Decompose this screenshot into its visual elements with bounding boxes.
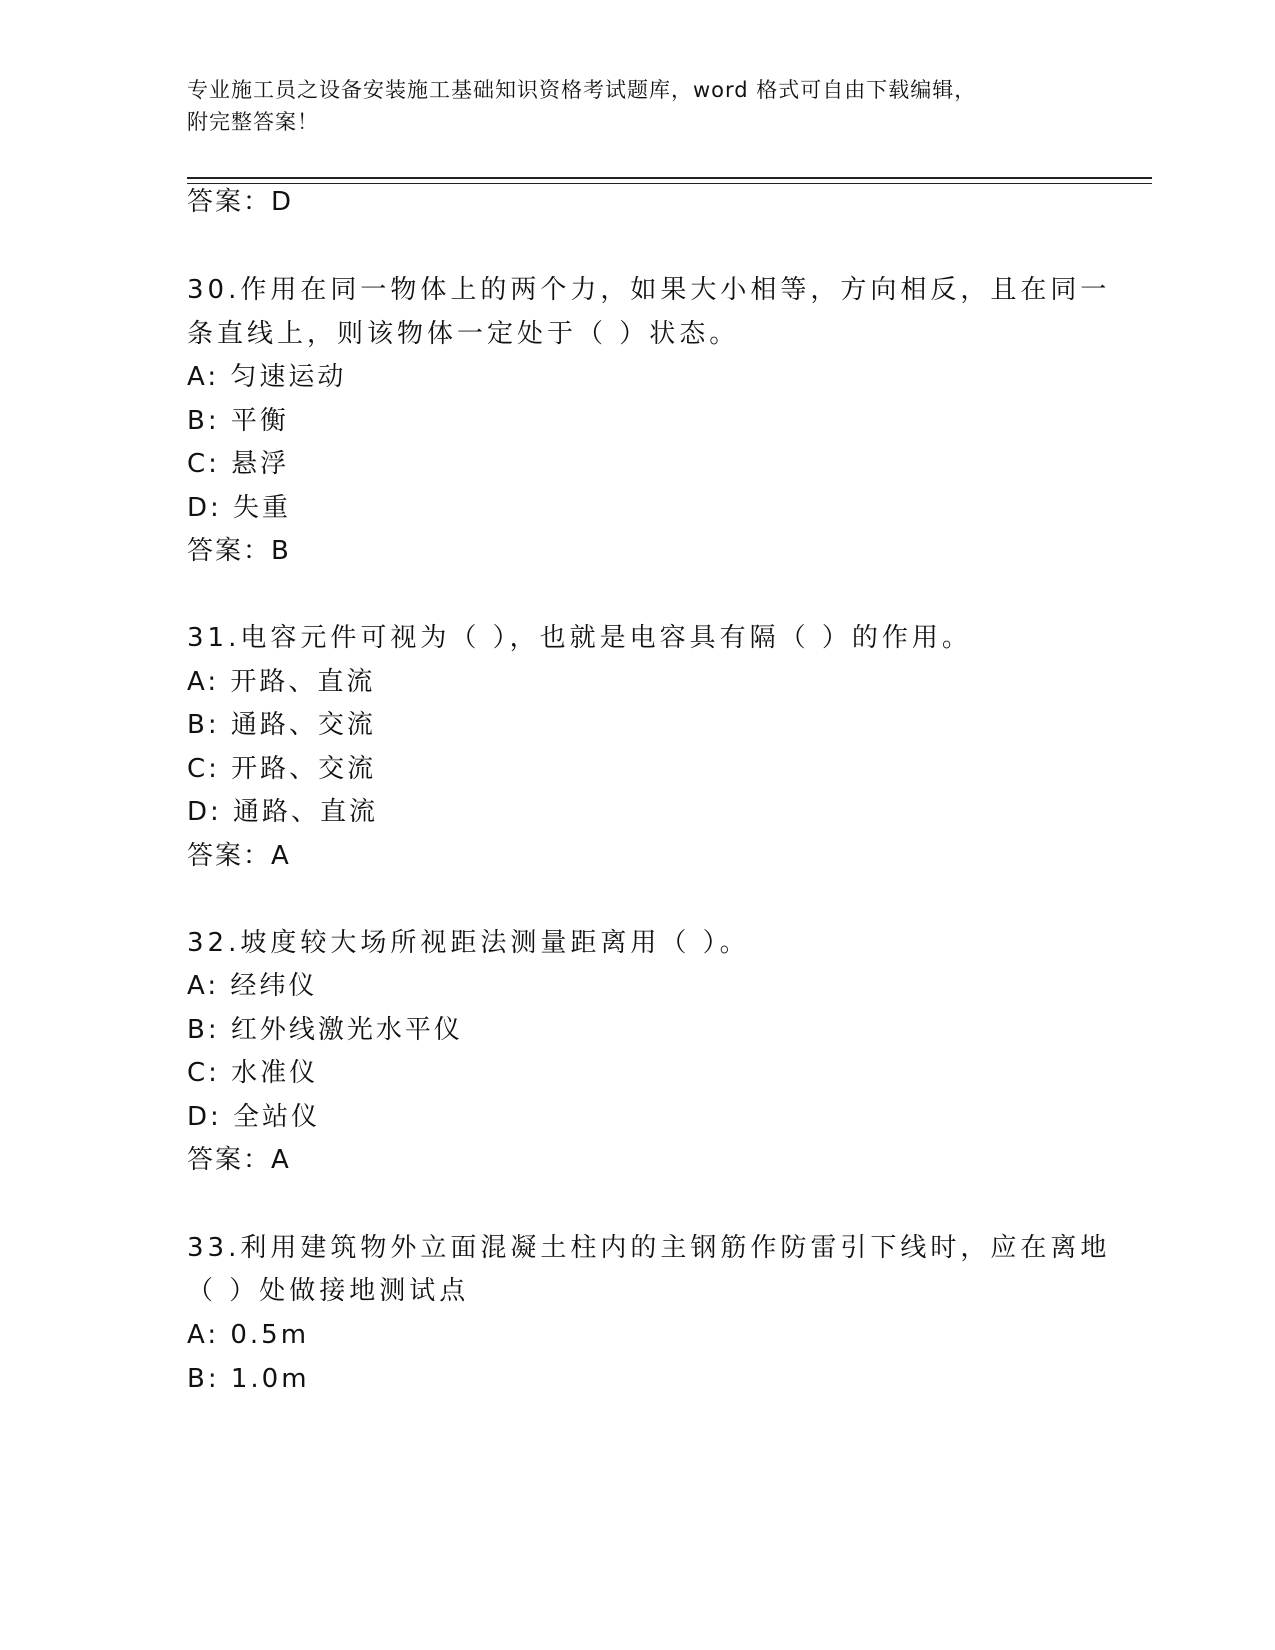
question-30-text-line-2: 条直线上，则该物体一定处于（ ）状态。 xyxy=(187,319,740,349)
question-32-option-a: A: 经纬仪 xyxy=(187,971,318,1001)
question-31-option-c: C: 开路、交流 xyxy=(187,754,377,784)
question-32-option-d: D: 全站仪 xyxy=(187,1102,321,1132)
header-divider-thin xyxy=(187,183,1152,184)
question-32-option-c: C: 水准仪 xyxy=(187,1058,319,1088)
answer-29: 答案：D xyxy=(187,187,294,217)
question-30-option-a: A: 匀速运动 xyxy=(187,362,347,392)
question-30-option-c: C: 悬浮 xyxy=(187,449,290,479)
question-33-option-a: A: 0.5m xyxy=(187,1320,310,1350)
question-31-text-line-1: 31.电容元件可视为（ ），也就是电容具有隔（ ）的作用。 xyxy=(187,623,972,653)
header-divider-thick xyxy=(187,177,1152,179)
question-33-text-line-1: 33.利用建筑物外立面混凝土柱内的主钢筋作防雷引下线时，应在离地 xyxy=(187,1233,1111,1263)
question-31-option-a: A: 开路、直流 xyxy=(187,667,376,697)
answer-32: 答案：A xyxy=(187,1145,291,1175)
question-33-text-line-2: （ ）处做接地测试点 xyxy=(187,1276,470,1306)
header-line-1: 专业施工员之设备安装施工基础知识资格考试题库，word 格式可自由下载编辑， xyxy=(187,78,977,102)
answer-30: 答案：B xyxy=(187,536,291,566)
question-30-option-d: D: 失重 xyxy=(187,493,292,523)
question-32-text-line-1: 32.坡度较大场所视距法测量距离用（ ）。 xyxy=(187,928,750,958)
question-31-option-d: D: 通路、直流 xyxy=(187,797,379,827)
header-line-2: 附完整答案！ xyxy=(187,110,319,134)
question-30-text-line-1: 30.作用在同一物体上的两个力，如果大小相等，方向相反，且在同一 xyxy=(187,275,1111,305)
question-33-option-b: B: 1.0m xyxy=(187,1364,310,1394)
document-header xyxy=(187,74,1087,138)
question-32-option-b: B: 红外线激光水平仪 xyxy=(187,1015,463,1045)
question-31-option-b: B: 通路、交流 xyxy=(187,710,376,740)
question-30-option-b: B: 平衡 xyxy=(187,406,289,436)
answer-31: 答案：A xyxy=(187,841,291,871)
